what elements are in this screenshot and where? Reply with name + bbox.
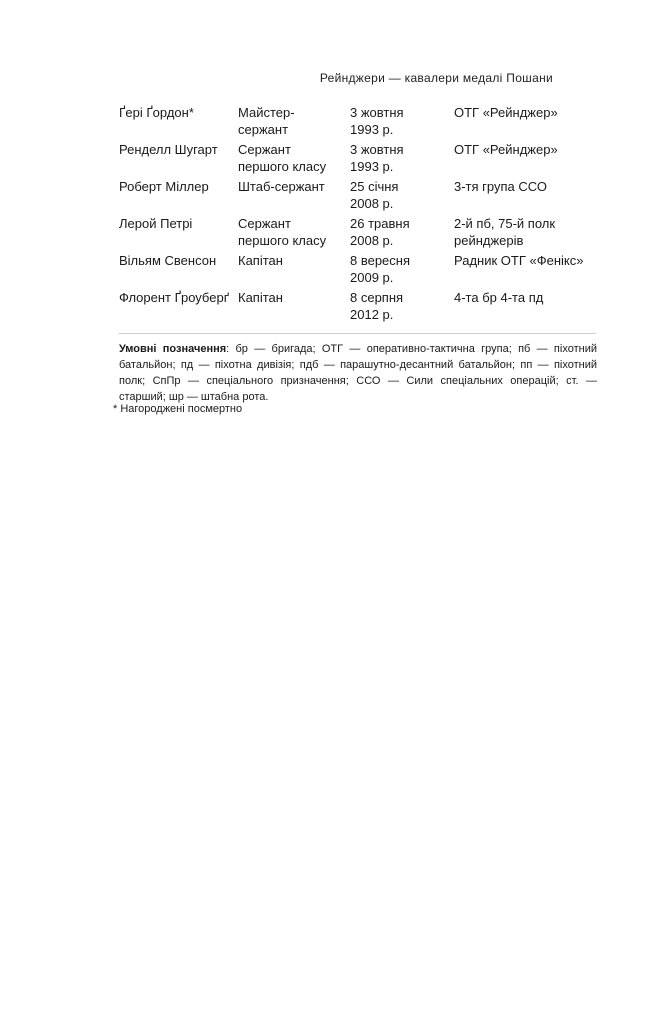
recipient-unit: ОТГ «Рейнджер»	[454, 142, 558, 157]
award-date: 26 травня 2008 р.	[350, 216, 410, 248]
recipient-unit: Радник ОТГ «Фенікс»	[454, 253, 584, 268]
recipient-rank: Сержант першого класу	[238, 216, 327, 248]
recipient-rank: Капітан	[238, 253, 283, 268]
table-row	[119, 141, 596, 178]
recipient-unit: 4-та бр 4-та пд	[454, 290, 544, 305]
recipient-name: Лерой Петрі	[119, 216, 193, 231]
table-divider	[119, 333, 596, 334]
recipient-rank: Капітан	[238, 290, 283, 305]
award-date: 3 жовтня 1993 р.	[350, 142, 404, 174]
recipient-name: Флорент Ґроуберґ	[119, 290, 230, 305]
table-row	[119, 178, 596, 215]
table-row	[119, 215, 596, 252]
legend-text: : бр — бригада; ОТГ — оперативно-тактична група; пб — піхотний батальйон; пд — піхотна дивізія; пдб — парашутно-десантний батальйон; пп — піхотний полк; СпПр — спеціального призначення; ССО — Сили спеціальних операцій; ст. — старший; шр — штабна рота.	[119, 343, 597, 403]
abbreviations-legend	[119, 341, 597, 405]
legend-title: Умовні позначення	[119, 343, 227, 355]
recipient-name: Вільям Свенсон	[119, 253, 217, 268]
award-date: 25 січня 2008 р.	[350, 179, 399, 211]
medal-recipients-table	[119, 104, 596, 323]
recipient-name: Ґері Ґордон*	[119, 105, 194, 120]
recipient-name: Ренделл Шугарт	[119, 142, 218, 157]
recipient-name: Роберт Міллер	[119, 179, 209, 194]
table-row	[119, 252, 596, 289]
running-header: Рейнджери — кавалери медалі Пошани	[319, 71, 553, 85]
recipient-rank: Штаб-сержант	[238, 179, 325, 194]
recipient-unit: ОТГ «Рейнджер»	[454, 105, 558, 120]
recipient-unit: 2-й пб, 75-й полк рейнджерів	[454, 216, 556, 248]
table-row	[119, 104, 596, 141]
award-date: 8 вересня 2009 р.	[350, 253, 411, 285]
posthumous-footnote: * Нагороджені посмертно	[113, 403, 243, 415]
recipient-rank: Майстер- сержант	[238, 105, 295, 137]
table-row	[119, 289, 596, 323]
award-date: 3 жовтня 1993 р.	[350, 105, 404, 137]
award-date: 8 серпня 2012 р.	[350, 290, 404, 322]
recipient-rank: Сержант першого класу	[238, 142, 327, 174]
recipient-unit: 3-тя група ССО	[454, 179, 547, 194]
